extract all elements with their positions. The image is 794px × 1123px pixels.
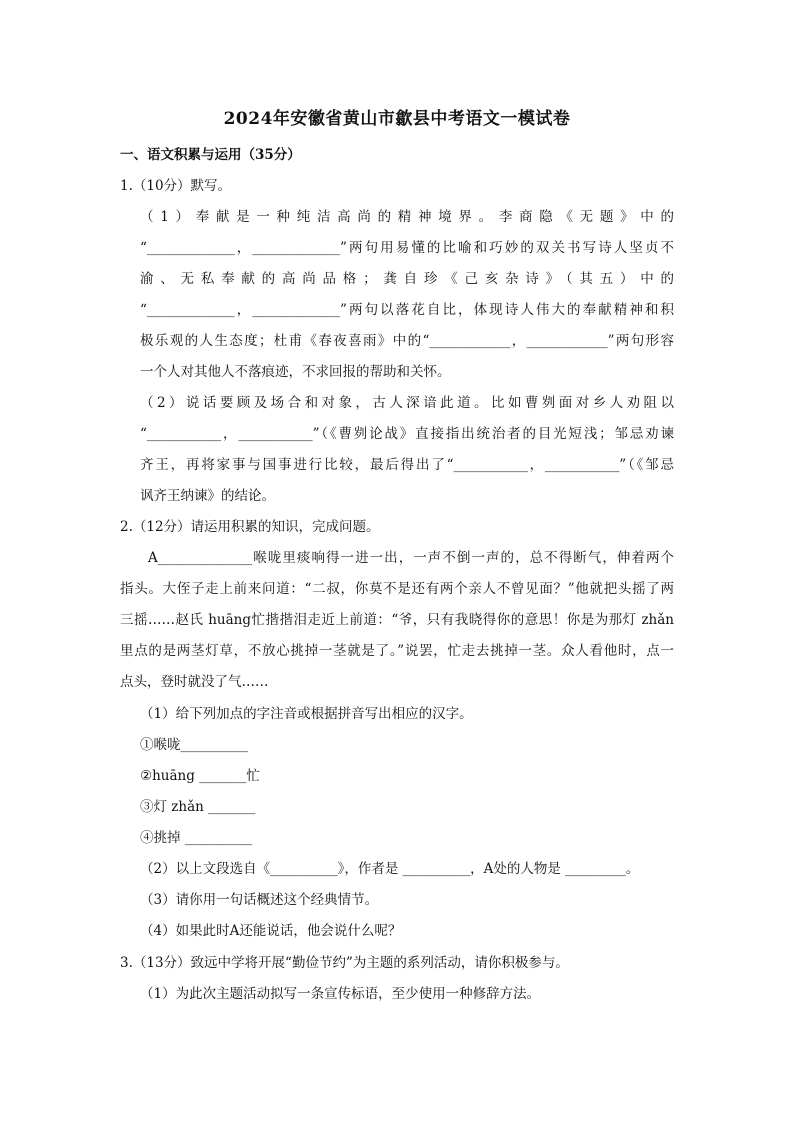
passage-line: A______________喉咙里痰响得一进一出，一声不倒一声的，总不得断气，伸着两个 [148, 550, 674, 566]
question-1-text-line: 极乐观的人生态度；杜甫《春夜喜雨》中的“____________，____________”两句形容 [140, 333, 674, 349]
passage-line: 指头。大侄子走上前来问道：“二叔，你莫不是还有两个亲人不曾见面？”他就把头摇了两 [120, 581, 674, 597]
sub-question-4: （4）如果此时A还能说话，他会说什么呢？ [140, 923, 402, 939]
sub-question-1: （1）给下列加点的字注音或根据拼音写出相应的汉字。 [140, 706, 473, 722]
question-3-sub-question-1: （1）为此次主题活动拟写一条宣传标语，至少使用一种修辞方法。 [140, 986, 541, 1002]
sub-question-2: （2）以上文段选自《__________》，作者是 __________，A处的人物是 _________。 [140, 861, 640, 877]
answer-item-2: ②huāng _______忙 [140, 768, 260, 784]
question-1-heading: 1.（10分）默写。 [120, 178, 232, 194]
page-title: 2024年安徽省黄山市歙县中考语文一模试卷 [223, 109, 571, 129]
question-1-text-line: 讽齐王纳谏》的结论。 [140, 488, 275, 504]
sub-question-3: （3）请你用一句话概述这个经典情节。 [140, 892, 379, 908]
question-1-text-line: “___________，___________”（《曹刿论战》直接指出统治者的目光短浅；邹忌劝谏 [140, 426, 674, 442]
answer-item-4: ④挑掉 __________ [140, 830, 253, 846]
question-3-heading: 3.（13分）致远中学将开展“勤俭节约”为主题的系列活动，请你积极参与。 [120, 955, 569, 971]
question-1-text-line: “_____________，_____________”两句用易懂的比喻和巧妙的双关书写诗人坚贞不 [140, 240, 674, 256]
question-1-text-line: 渝、无私奉献的高尚品格；龚自珍《己亥杂诗》（其五）中的 [140, 271, 674, 287]
question-1-text-line: “_____________，_____________”两句以落花自比，体现诗人伟大的奉献精神和积 [140, 302, 674, 318]
passage-line: 里点的是两茎灯草，不放心挑掉一茎就是了。”说罢，忙走去挑掉一茎。众人看他时，点一 [120, 643, 674, 659]
question-1-text-line: （2）说话要顾及场合和对象，古人深谙此道。比如曹刿面对乡人劝阻以 [140, 395, 674, 411]
question-2-heading: 2.（12分）请运用积累的知识，完成问题。 [120, 519, 380, 535]
answer-item-1: ①喉咙__________ [140, 737, 248, 753]
answer-item-3: ③灯 zhǎn _______ [140, 799, 256, 815]
passage-line: 三摇……赵氏 huāng忙揩揩泪走近上前道：“爷，只有我晓得你的意思！你是为那灯 zhǎn [120, 612, 674, 628]
question-1-text-line: 一个人对其他人不落痕迹，不求回报的帮助和关怀。 [140, 364, 451, 380]
section-heading: 一、语文积累与运用（35分） [120, 147, 301, 163]
question-1-text-line: （1）奉献是一种纯洁高尚的精神境界。李商隐《无题》中的 [140, 209, 674, 225]
question-1-text-line: 齐王，再将家事与国事进行比较，最后得出了“___________，___________”（《邹忌 [140, 457, 674, 473]
passage-line: 点头，登时就没了气…… [120, 674, 269, 690]
